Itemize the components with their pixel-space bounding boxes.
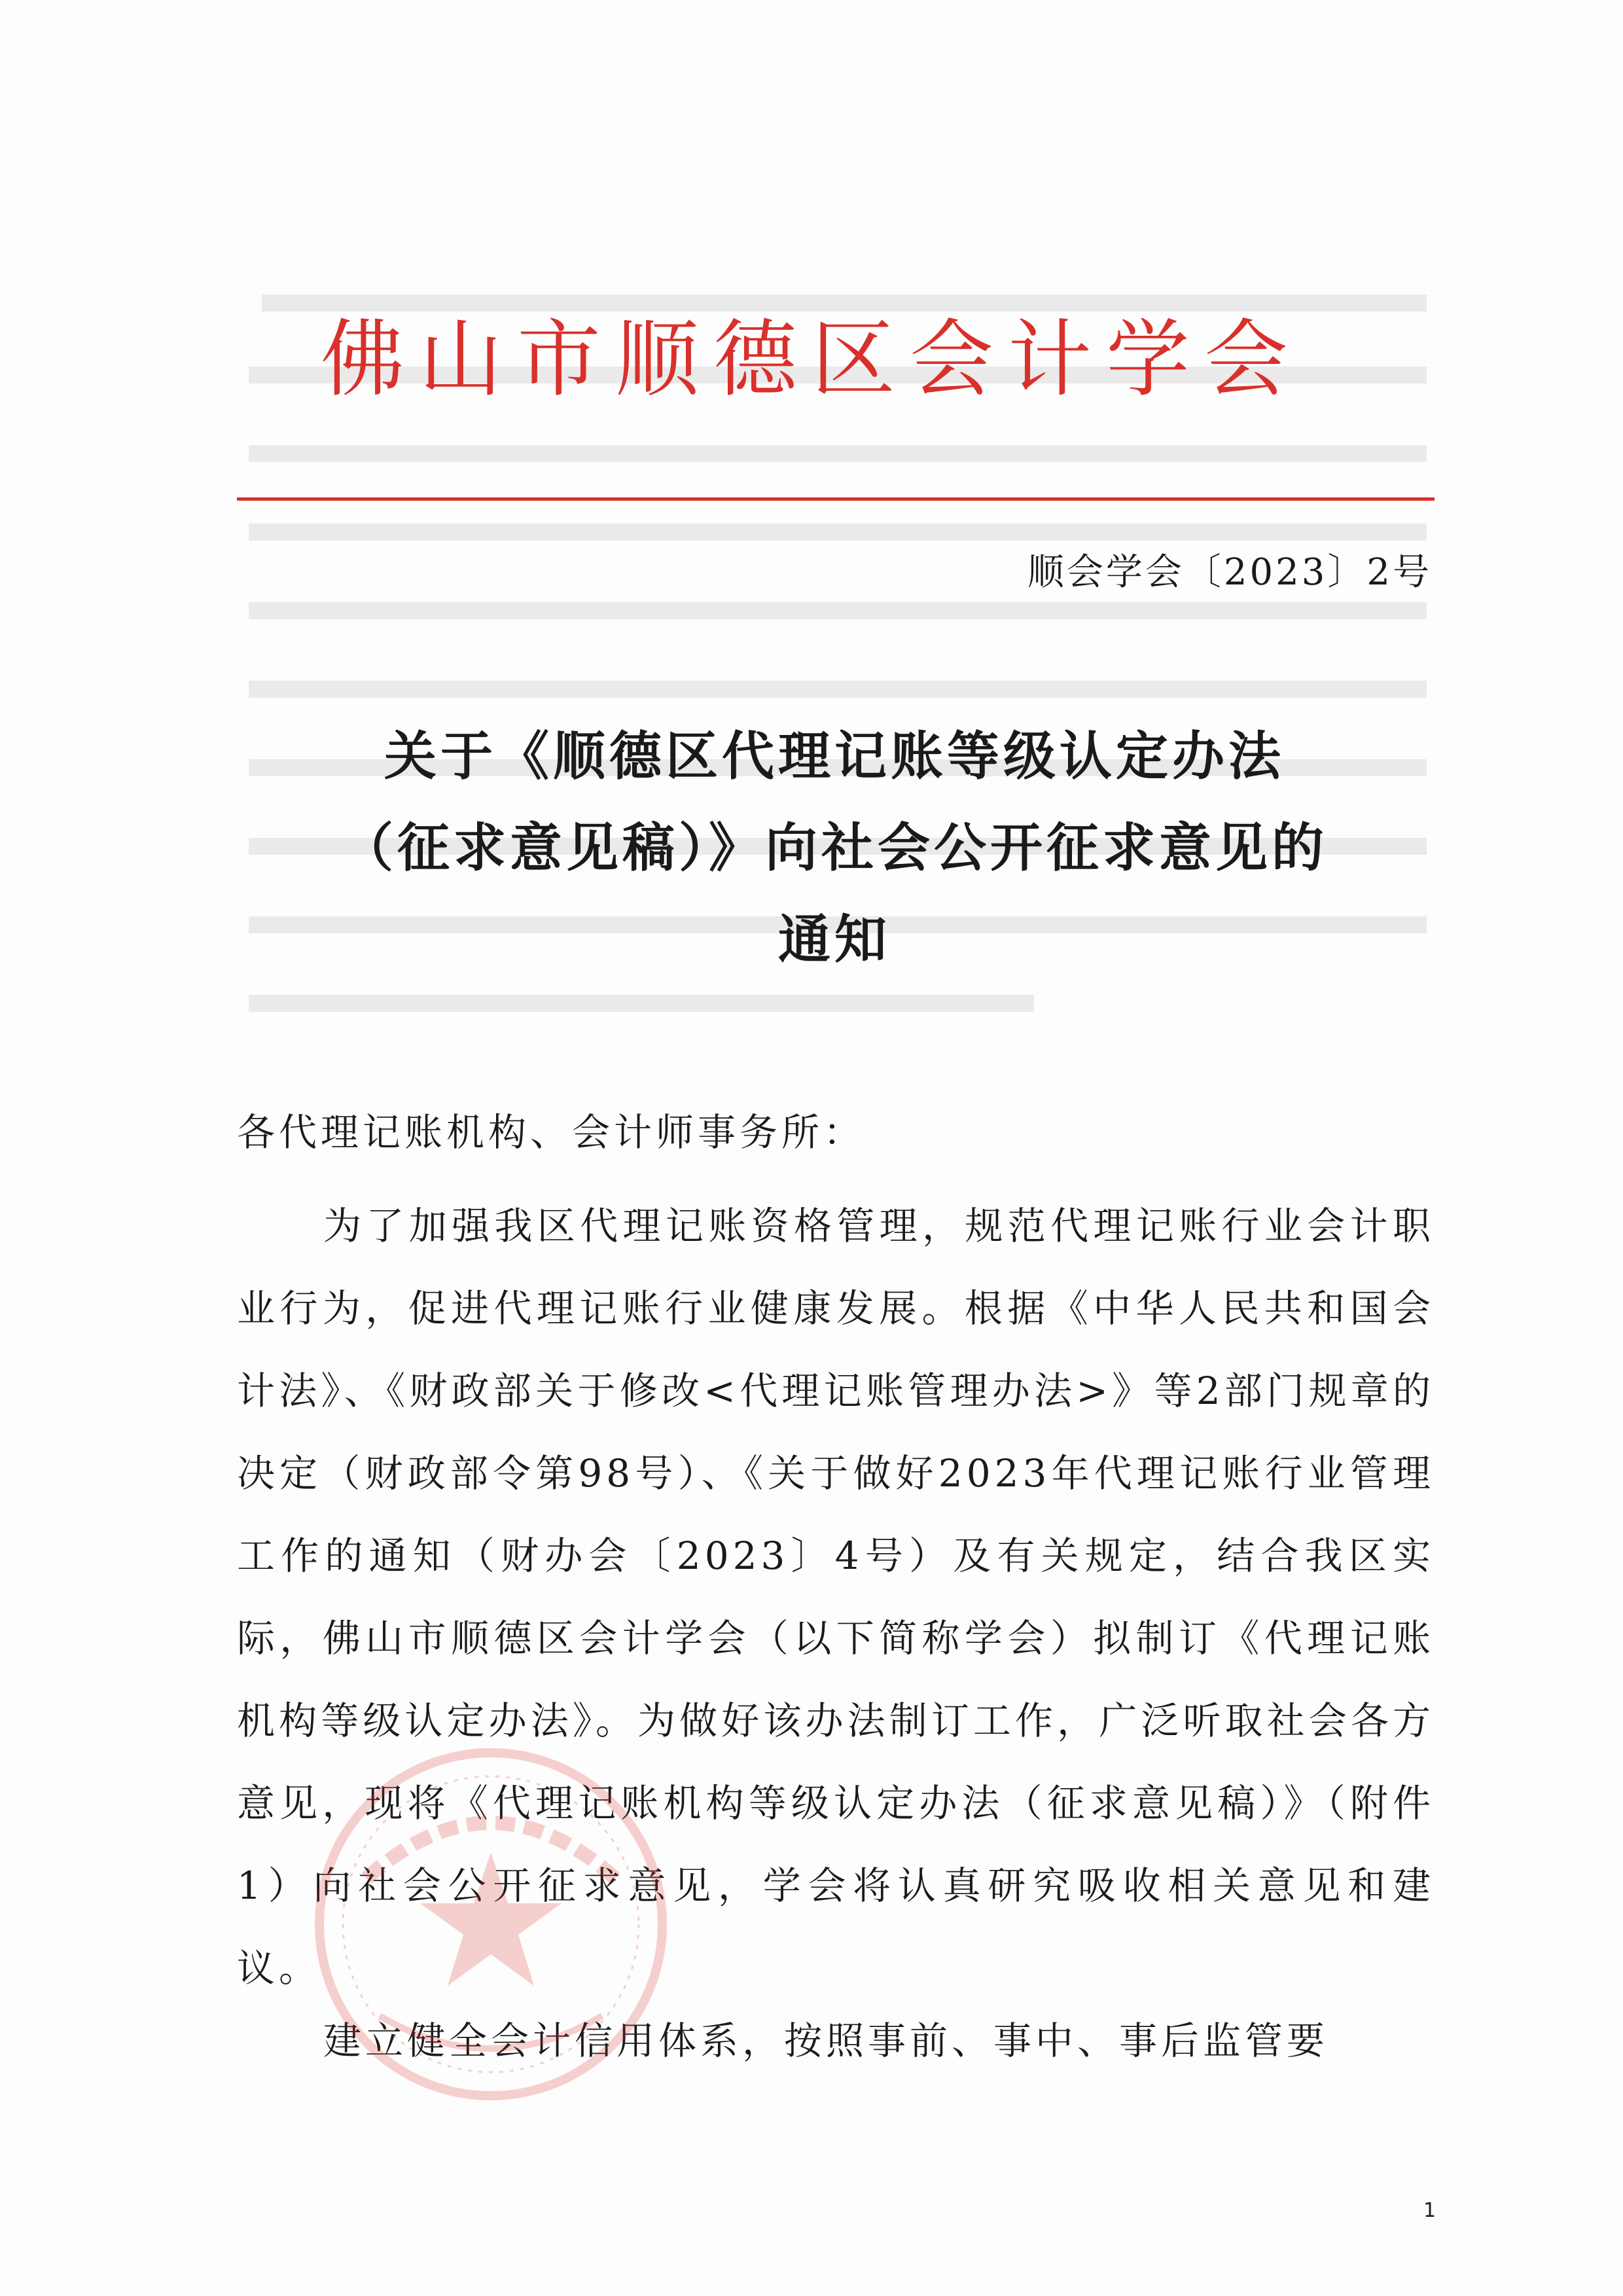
official-seal-stamp (308, 1741, 674, 2108)
document-title (236, 710, 1433, 985)
red-divider-line (237, 497, 1435, 501)
organization-name-header: 佛山市顺德区会计学会 (320, 311, 1302, 408)
title-line-3: 通知 (778, 908, 891, 970)
body-paragraph-2: 建立健全会计信用体系，按照事前、事中、事后监管要 (323, 2018, 1329, 2063)
page-number: 1 (1423, 2199, 1436, 2222)
title-line-1: 关于《顺德区代理记账等级认定办法 (384, 725, 1285, 787)
salutation: 各代理记账机构、会计师事务所： (237, 1110, 866, 1155)
body-paragraph-1: 为了加强我区代理记账资格管理，规范代理记账行业会计职业行为，促进代理记账行业健康发展。根据《中华人民共和国会计法》、《财政部关于修改<代理记账管理办法>》等2部门规章的决定（财政部令第98号）、《关于做好2023年代理记账行业管理工作的通知（财办会〔2023〕4号）及有关规定，结合我区实际，佛山市顺德区会计学会（以下简称学会）拟制订《代理记账机构等级认定办法》。为做好该办法制订工作，广泛听取社会各方意见，现将《代理记账机构等级认定办法（征求意见稿）》（附件1）向社会公开征求意见，学会将认真研究吸收相关意见和建议。 (237, 1204, 1435, 1990)
title-line-2: （征求意见稿）》向社会公开征求意见的 (341, 817, 1328, 878)
document-number: 顺会学会〔2023〕2号 (1027, 551, 1432, 594)
